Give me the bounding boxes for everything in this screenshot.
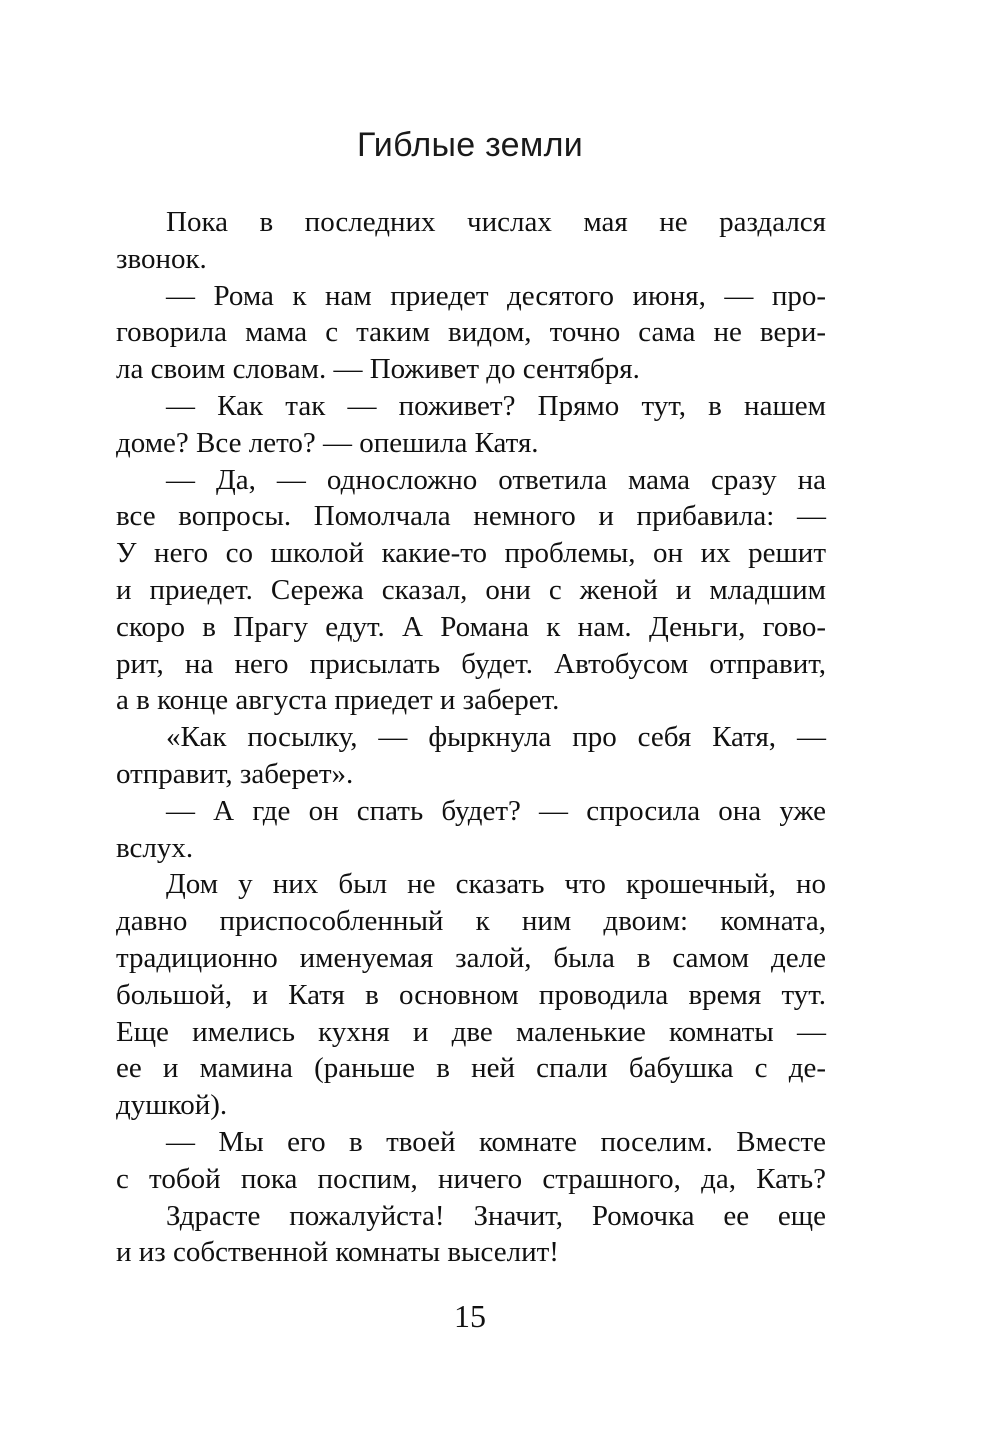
body-text (116, 204, 826, 1271)
text-line: Еще имелись кухня и две маленькие комнаты — (116, 1015, 826, 1048)
text-line: — Да, — односложно ответила мама сразу на (166, 463, 826, 496)
text-line: звонок. (116, 242, 207, 275)
text-line: говорила мама с таким видом, точно сама не вери- (116, 316, 826, 349)
text-line: и приедет. Сережа сказал, они с женой и младшим (116, 573, 826, 606)
text-line: с тобой пока поспим, ничего страшного, да, Кать? (116, 1162, 826, 1195)
text-line: ла своим словам. — Поживет до сентября. (116, 353, 640, 386)
text-line: — Мы его в твоей комнате поселим. Вместе (166, 1125, 826, 1158)
text-line: Пока в последних числах мая не раздался (166, 206, 826, 238)
text-line: скоро в Прагу едут. А Романа к нам. Деньги, гово- (116, 610, 826, 643)
text-line: а в конце августа приедет и заберет. (116, 684, 560, 717)
text-line: — Как так — поживет? Прямо тут, в нашем (166, 389, 826, 422)
text-line: и из собственной комнаты выселит! (116, 1236, 559, 1269)
text-line: отправит, заберет». (116, 757, 354, 790)
text-line: — А где он спать будет? — спросила она уже (166, 794, 826, 827)
text-line: ее и мамина (раньше в ней спали бабушка с де- (116, 1052, 826, 1085)
text-line: душкой). (116, 1089, 228, 1122)
text-line: рит, на него присылать будет. Автобусом отправит, (116, 647, 826, 680)
text-line: У него со школой какие-то проблемы, он их решит (116, 537, 826, 570)
text-line: — Рома к нам приедет десятого июня, — про- (166, 279, 826, 312)
text-line: большой, и Катя в основном проводила время тут. (116, 978, 826, 1011)
text-line: все вопросы. Помолчала немного и прибавила: — (116, 500, 826, 533)
text-line: вслух. (116, 831, 194, 864)
text-line: «Как посылку, — фыркнула про себя Катя, — (166, 721, 826, 754)
text-line: давно приспособленный к ним двоим: комната, (116, 905, 826, 938)
text-line: доме? Все лето? — опешила Катя. (116, 426, 539, 459)
text-line: традиционно именуемая залой, была в самом деле (116, 941, 826, 974)
page-number: 15 (454, 1298, 486, 1334)
text-line: Дом у них был не сказать что крошечный, но (166, 868, 826, 901)
running-head: Гиблые земли (357, 126, 583, 164)
text-line: Здрасте пожалуйста! Значит, Ромочка ее еще (166, 1199, 826, 1232)
